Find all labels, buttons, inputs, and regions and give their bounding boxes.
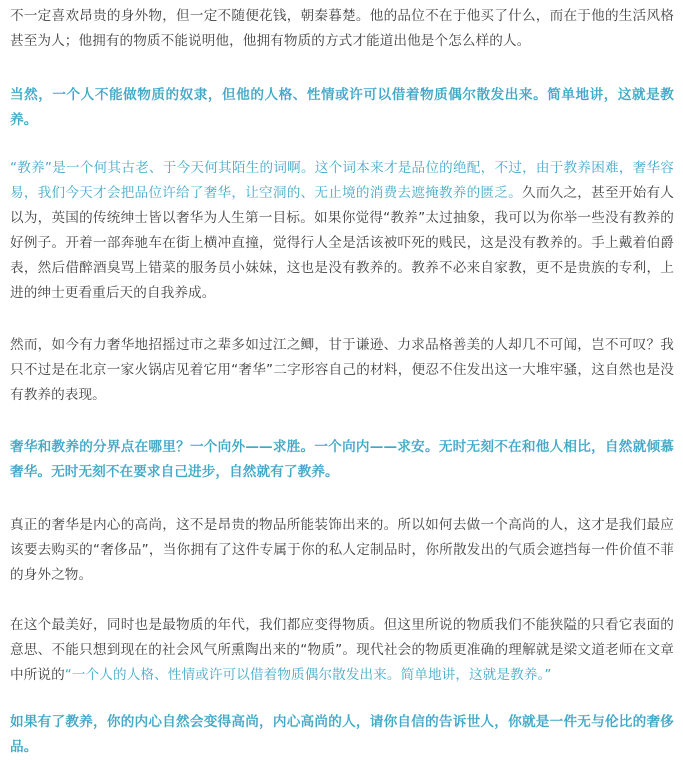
quote-liang-wendao: “一个人的人格、性情或许可以借着物质偶尔散发出来。简单地讲，这就是教养。”	[64, 667, 552, 683]
paragraph-taste: 不一定喜欢昂贵的身外物，但一定不随便花钱，朝秦暮楚。他的品位不在于他买了什么，而在于他的生活风格甚至为人；他拥有的物质不能说明他，他拥有物质的方式才能道出他是个怎么样的人。	[10, 8, 674, 49]
paragraph-materialism-text: 在这个最美好，同时也是最物质的年代，我们都应变得物质。但这里所说的物质我们不能狭隘的只看它表面的意思、不能只想到现在的社会风气所熏陶出来的“物质”。现代社会的物质更准确的理解就是梁文道老师在文章中所说的	[10, 617, 674, 683]
paragraph-highlight-conclusion: 如果有了教养，你的内心自然会变得高尚，内心高尚的人，请你自信的告诉世人，你就是一件无与伦比的奢侈品。	[10, 714, 674, 755]
paragraph-cultivation-definition	[10, 156, 674, 306]
paragraph-true-luxury: 真正的奢华是内心的高尚，这不是昂贵的物品所能装饰出来的。所以如何去做一个高尚的人，这才是我们最应该要去购买的“奢侈品”，当你拥有了这件专属于你的私人定制品时，你所散发出的气质会遮挡每一件价值不菲的身外之物。	[10, 517, 674, 583]
paragraph-cultivation-examples: 久而久之，甚至开始有人以为，英国的传统绅士皆以奢华为人生第一目标。如果你觉得“教养”太过抽象，我可以为你举一些没有教养的 好例子。开着一部奔驰车在街上横冲直撞，觉得行人全是活该被吓死的贱民，这是没有教养的。手上戴着伯爵表，然后借醉酒臭骂上错菜的服务员小妹妹，这也是没有教养的。教养不必来自家教，更不是贵族的专利，上进的绅士更看重后天的自我养成。	[10, 185, 674, 301]
paragraph-lament: 然而，如今有力奢华地招摇过市之辈多如过江之鲫，甘于谦逊、力求品格善美的人却几不可闻，岂不可叹？我只不过是在北京一家火锅店见着它用“奢华”二字形容自己的材料，便忍不住发出这一大堆牢骚，这自然也是没有教养的表现。	[10, 337, 674, 403]
paragraph-materialism	[10, 613, 674, 688]
paragraph-highlight-cultivation: 当然，一个人不能做物质的奴隶，但他的人格、性情或许可以借着物质偶尔散发出来。简单地讲，这就是教养。	[10, 87, 674, 128]
quote-cultivation-ancient: “教养”是一个何其古老、于今天何其陌生的词啊。这个词本来才是品位的绝配，不过，由于教养困难，奢华容易，我们今天才会把品位许给了奢华，让空洞的、无止境的消费去遮掩教养的匮乏。	[10, 160, 674, 201]
paragraph-highlight-boundary: 奢华和教养的分界点在哪里？一个向外——求胜。一个向内——求安。无时无刻不在和他人相比，自然就倾慕奢华。无时无刻不在要求自己进步，自然就有了教养。	[10, 439, 674, 480]
